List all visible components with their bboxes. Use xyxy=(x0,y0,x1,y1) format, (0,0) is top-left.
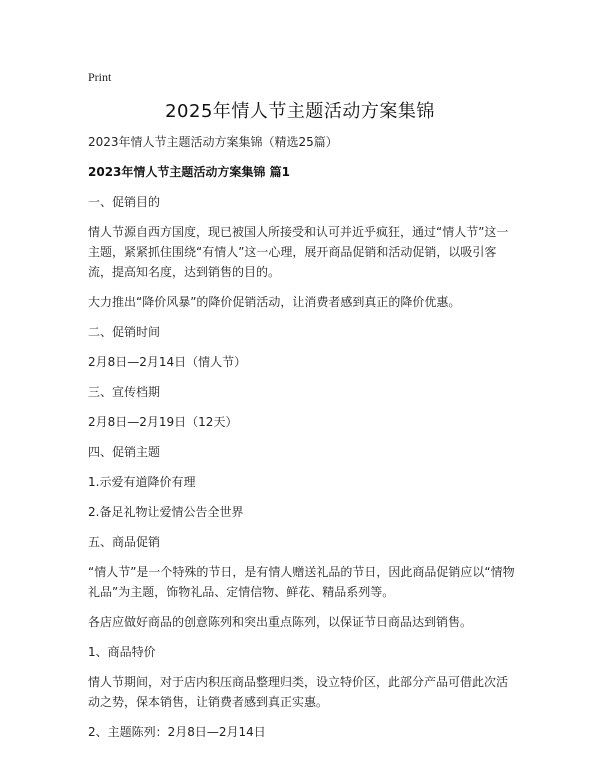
document-subtitle: 2023年情人节主题活动方案集锦（精选25篇） xyxy=(88,135,338,149)
publicity-schedule-value: 2月8日—2月19日（12天） xyxy=(88,415,238,429)
heading-product-promotion: 五、商品促销 xyxy=(88,535,161,549)
heading-theme-display: 2、主题陈列：2月8日—2月14日 xyxy=(88,725,266,739)
heading-promotion-time: 二、促销时间 xyxy=(88,325,161,339)
paragraph-special-holiday: “情人节”是一个特殊的节日，是有情人赠送礼品的节日，因此商品促销应以“情物礼品”为主题，饰物礼品、定情信物、鲜花、精品系列等。 xyxy=(88,565,515,599)
promotion-time-value: 2月8日—2月14日（情人节） xyxy=(88,355,247,369)
theme-item-1: 1.示爱有道降价有理 xyxy=(88,475,196,489)
paragraph-origin: 情人节源自西方国度，现已被国人所接受和认可并近乎疯狂，通过“情人节”这一主题，紧紧抓住围绕“有情人”这一心理，展开商品促销和活动促销，以吸引客流，提高知名度，达到销售的目的。 xyxy=(88,225,509,279)
print-link[interactable]: Print xyxy=(88,70,112,84)
paragraph-display: 各店应做好商品的创意陈列和突出重点陈列，以保证节日商品达到销售。 xyxy=(88,615,473,629)
heading-promotion-theme: 四、促销主题 xyxy=(88,445,161,459)
theme-item-2: 2.备足礼物让爱情公告全世界 xyxy=(88,505,244,519)
heading-special-price: 1、商品特价 xyxy=(88,645,156,659)
heading-promotion-purpose: 一、促销目的 xyxy=(88,195,161,209)
section-heading: 2023年情人节主题活动方案集锦 篇1 xyxy=(88,165,290,179)
paragraph-special-price: 情人节期间，对于店内积压商品整理归类，设立特价区，此部分产品可借此次活动之势，保本销售，让销费者感到真正实惠。 xyxy=(88,675,509,709)
document-body xyxy=(88,132,518,752)
document-title: 2025年情人节主题活动方案集锦 xyxy=(165,101,435,122)
paragraph-price-storm: 大力推出“降价风暴”的降价促销活动，让消费者感到真正的降价优惠。 xyxy=(88,295,461,309)
heading-publicity-schedule: 三、宣传档期 xyxy=(88,385,161,399)
